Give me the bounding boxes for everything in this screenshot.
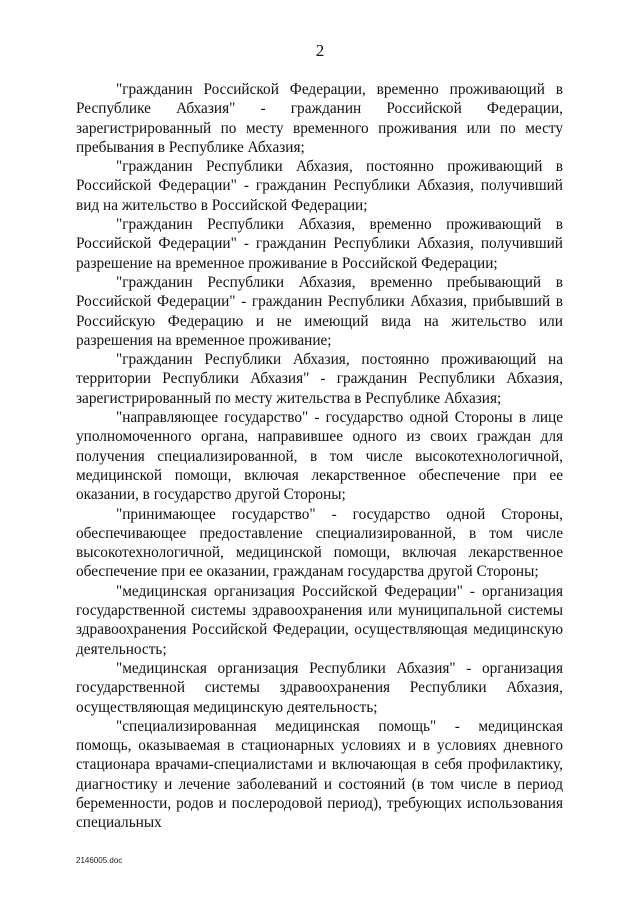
definition-paragraph: "гражданин Республики Абхазия, постоянно проживающий на территории Республики Абхазия" - гражданин Республики Абхазия, зарегистрированный по месту жительства в Республике Абхазия;	[76, 351, 563, 407]
definition-paragraph: "принимающее государство" - государство одной Стороны, обеспечивающее предоставление специализированной, в том числе высокотехнологичной, медицинской помощи, включая лекарственное обеспечение при ее оказании, гражданам государства другой Стороны;	[76, 505, 563, 581]
definition-paragraph: "направляющее государство" - государство одной Стороны в лице уполномоченного органа, направившее одного из своих граждан для получения специализированной, в том числе высокотехнологичной, медицинской помощи, включая лекарственное обеспечение при ее оказании, в государство другой Стороны;	[76, 409, 563, 504]
document-body	[76, 80, 563, 833]
definition-paragraph: "медицинская организация Российской Федерации" - организация государственной системы здравоохранения или муниципальной системы здравоохранения Российской Федерации, осуществляющая медицинскую деятельность;	[76, 582, 563, 658]
definition-paragraph: "гражданин Республики Абхазия, временно проживающий в Российской Федерации" - гражданин Республики Абхазия, получивший разрешение на временное проживание в Российской Федерации;	[76, 216, 563, 272]
definition-paragraph: "гражданин Республики Абхазия, временно пребывающий в Российской Федерации" - гражданин Республики Абхазия, прибывший в Российскую Федерацию и не имеющий вида на жительство или разрешения на временное проживание;	[76, 273, 563, 349]
definition-paragraph: "медицинская организация Республики Абхазия" - организация государственной системы здравоохранения Республики Абхазия, осуществляющая медицинскую деятельность;	[76, 659, 563, 716]
definition-paragraph: "гражданин Российской Федерации, временно проживающий в Республике Абхазия" - гражданин Российской Федерации, зарегистрированный по месту временного проживания или по месту пребывания в Республике Абхазия;	[76, 81, 563, 156]
definition-paragraph: "гражданин Республики Абхазия, постоянно проживающий в Российской Федерации" - гражданин Республики Абхазия, получивший вид на жительство в Российской Федерации;	[76, 158, 563, 214]
document-file-reference: 2146005.doc	[76, 856, 123, 865]
definition-paragraph: "специализированная медицинская помощь" - медицинская помощь, оказываемая в стационарных условиях и в условиях дневного стационара врачами-специалистами и включающая в себя профилактику, диагностику и лечение заболеваний и состояний (в том числе в период беременности, родов и послеродовой период), требующих использования специальных	[76, 717, 563, 832]
page-number: 2	[315, 41, 325, 60]
